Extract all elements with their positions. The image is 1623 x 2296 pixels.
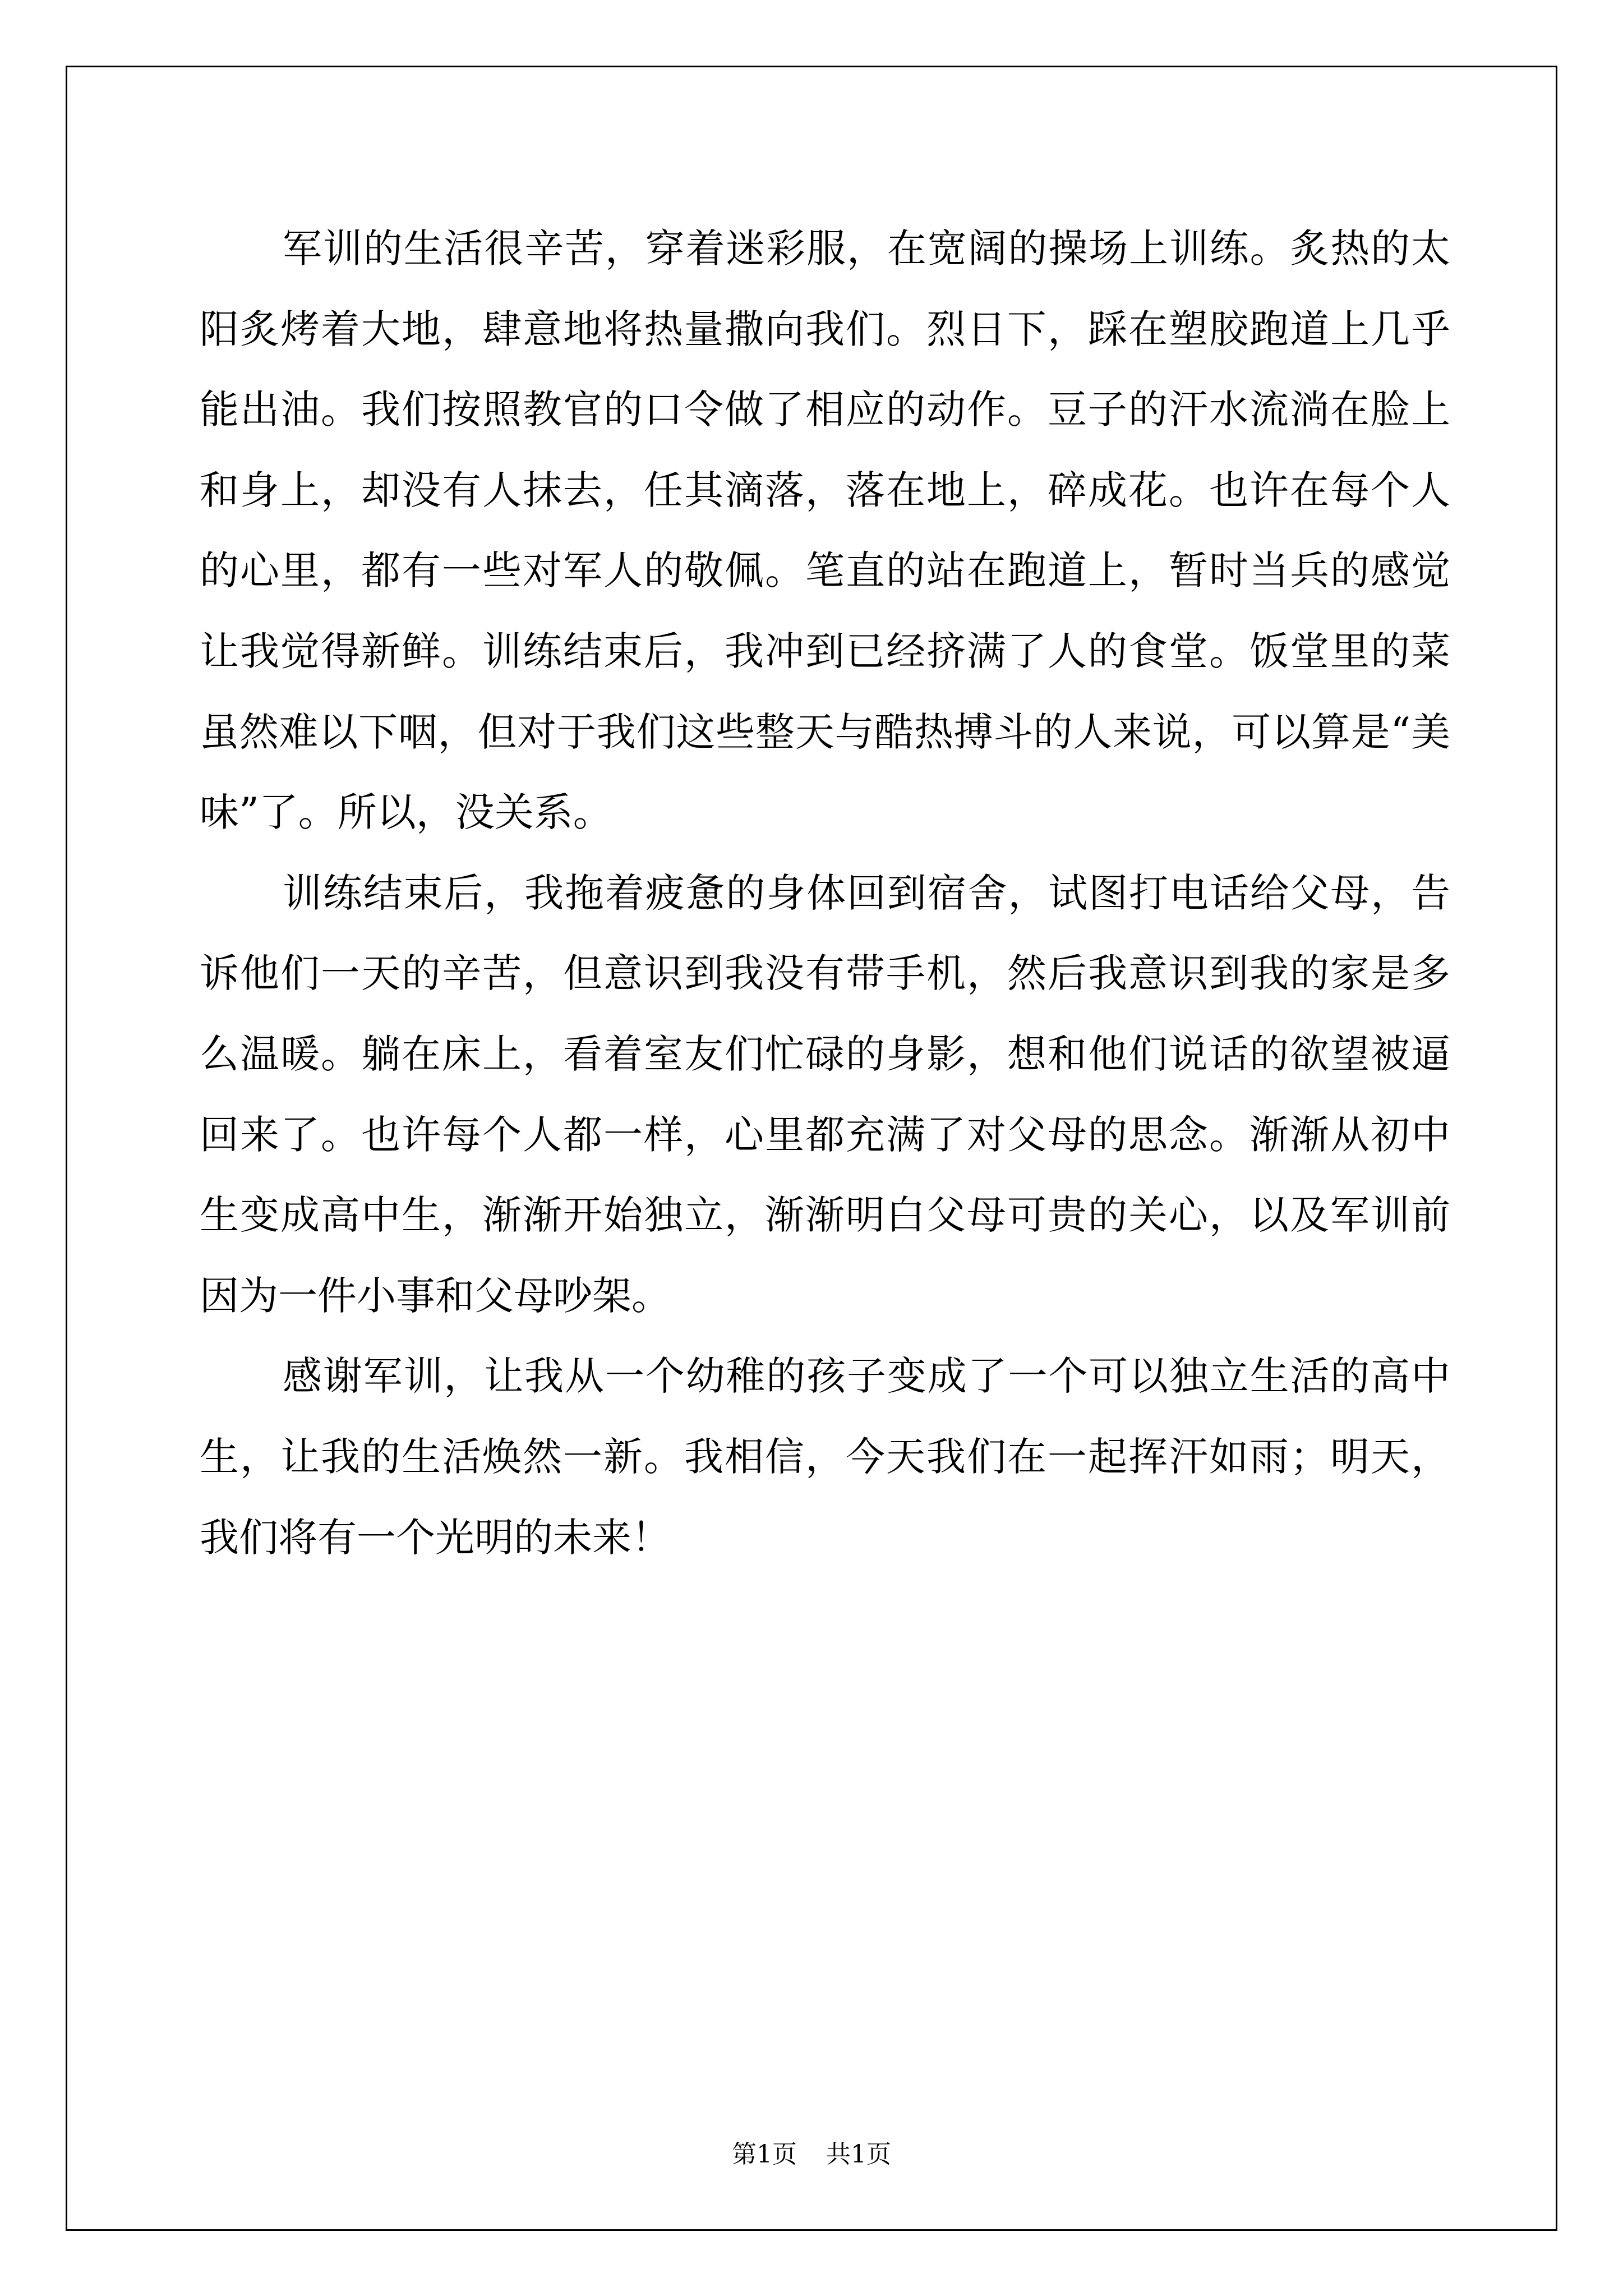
- page-number-total: 共1页: [826, 2140, 891, 2169]
- paragraph-2: 训练结束后，我拖着疲惫的身体回到宿舍，试图打电话给父母，告诉他们一天的辛苦，但意识到我没有带手机，然后我意识到我的家是多么温暖。躺在床上，看着室友们忙碌的身影，想和他们说话的欲望被逼回来了。也许每个人都一样，心里都充满了对父母的思念。渐渐从初中生变成高中生，渐渐开始独立，渐渐明白父母可贵的关心，以及军训前因为一件小事和父母吵架。: [200, 869, 1450, 1319]
- paragraph-3: 感谢军训，让我从一个幼稚的孩子变成了一个可以独立生活的高中生，让我的生活焕然一新。我相信，今天我们在一起挥汗如雨；明天，我们将有一个光明的未来！: [200, 1353, 1450, 1561]
- paragraph-1: 军训的生活很辛苦，穿着迷彩服，在宽阔的操场上训练。炙热的太阳炙烤着大地，肆意地将热量撒向我们。烈日下，踩在塑胶跑道上几乎能出油。我们按照教官的口令做了相应的动作。豆子的汗水流淌在脸上和身上，却没有人抹去，任其滴落，落在地上，碎成花。也许在每个人的心里，都有一些对军人的敬佩。笔直的站在跑道上，暂时当兵的感觉让我觉得新鲜。训练结束后，我冲到已经挤满了人的食堂。饭堂里的菜虽然难以下咽，但对于我们这些整天与酷热搏斗的人来说，可以算是“美味”了。所以，没关系。: [200, 226, 1450, 836]
- document-body: [200, 209, 1450, 1578]
- page-number-current: 第1页: [732, 2140, 797, 2169]
- page-footer: [0, 2139, 1623, 2170]
